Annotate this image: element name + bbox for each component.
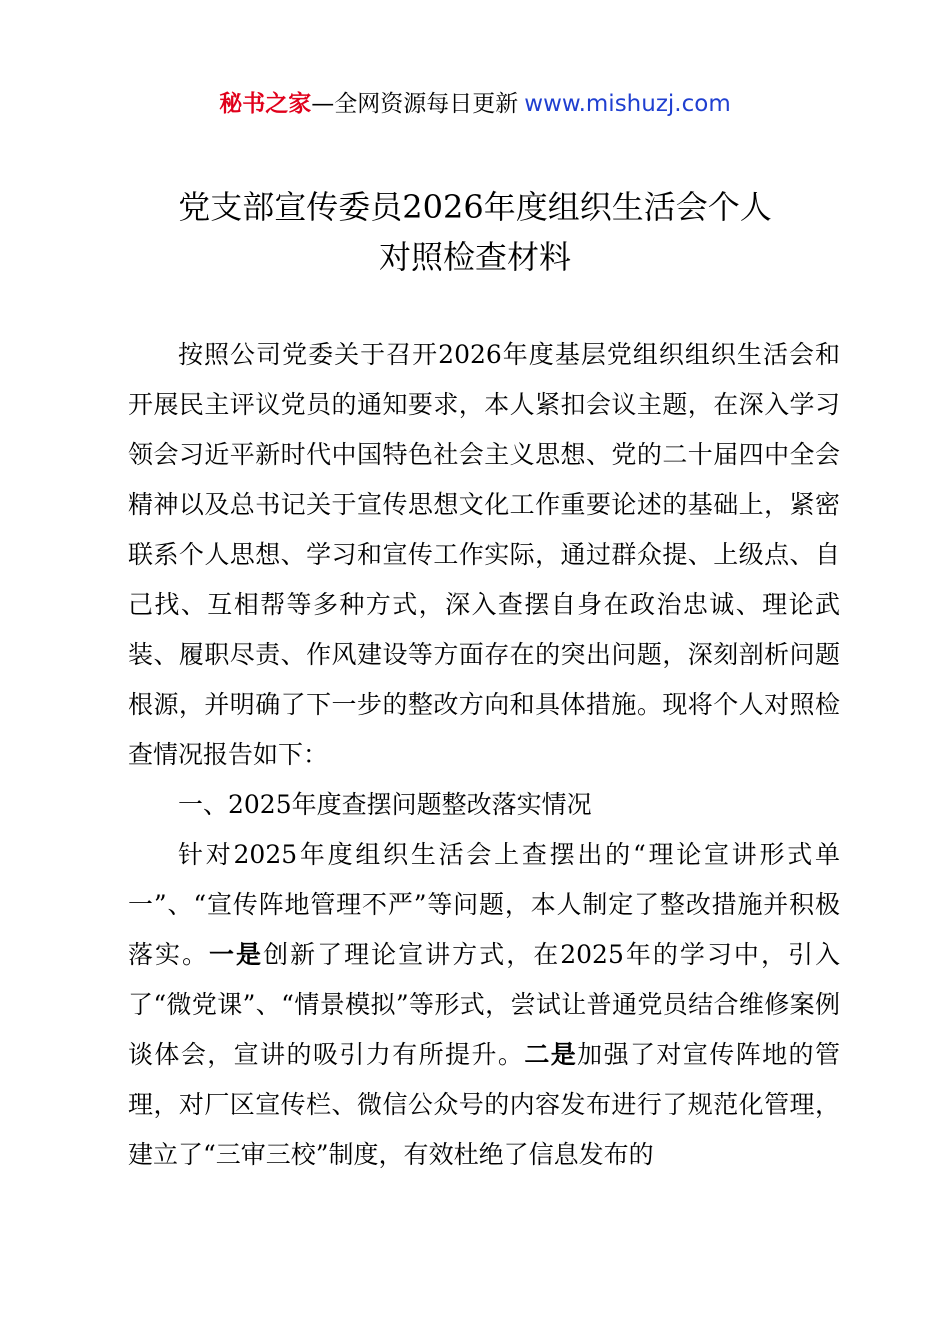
point-1-text: 创新了理论宣讲方式，在2025年的学习中，引入了“微党课”、“情景模拟”等形式，尝试让普通党员结合维修案例谈体会，宣讲的吸引力有所提升。	[128, 940, 840, 1069]
site-brand: 秘书之家	[219, 91, 312, 117]
section-1-paragraph	[128, 830, 840, 1180]
point-2-text: 加强了对宣传阵地的管理，对厂区宣传栏、微信公众号的内容发布进行了规范化管理，建立了“三审三校”制度，有效杜绝了信息发布的	[128, 1040, 840, 1169]
title-line-1: 党支部宣传委员2026年度组织生活会个人	[178, 188, 772, 226]
title-line-2: 对照检查材料	[378, 238, 571, 276]
document-title	[80, 182, 870, 282]
section-1-lead-text: 针对2025年度组织生活会上查摆出的“理论宣讲形式单一”、“宣传阵地管理不严”等问题，本人制定了整改措施并积极落实。	[128, 840, 840, 969]
section-heading-1: 一、2025年度查摆问题整改落实情况	[178, 790, 592, 819]
point-1-label: 一是	[209, 940, 264, 969]
site-slogan: —全网资源每日更新	[311, 91, 519, 117]
intro-paragraph: 按照公司党委关于召开2026年度基层党组织组织生活会和开展民主评议党员的通知要求，本人紧扣会议主题，在深入学习领会习近平新时代中国特色社会主义思想、党的二十届四中全会精神以及总书记关于宣传思想文化工作重要论述的基础上，紧密联系个人思想、学习和宣传工作实际，通过群众提、上级点、自己找、互相帮等多种方式，深入查摆自身在政治忠诚、理论武装、履职尽责、作风建设等方面存在的突出问题，深刻剖析问题根源，并明确了下一步的整改方向和具体措施。现将个人对照检查情况报告如下：	[128, 340, 840, 769]
point-2-label: 二是	[524, 1040, 578, 1069]
document-body	[128, 330, 840, 1180]
site-url-link[interactable]: www.mishuzj.com	[524, 91, 731, 117]
site-banner	[0, 88, 950, 120]
